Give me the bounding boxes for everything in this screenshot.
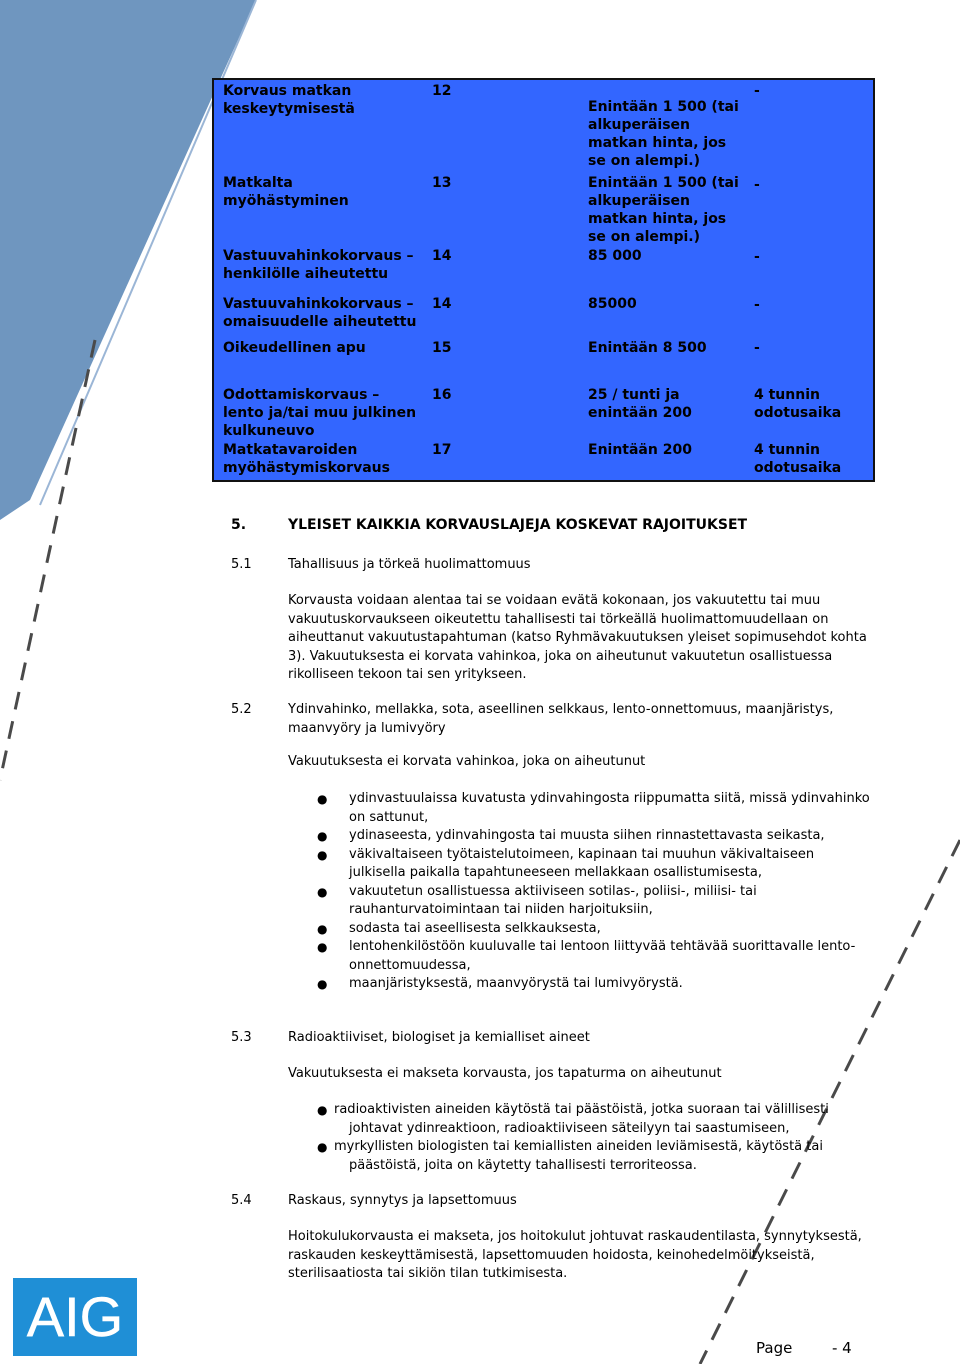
list-item: rauhanturvatoimintaan tai niiden harjoituksiin,	[349, 902, 653, 917]
list-item: on sattunut,	[349, 809, 429, 825]
paragraph-line: Hoitokulukorvausta ei makseta, jos hoitokulut johtuvat raskaudentilasta, synnytyksestä,	[288, 1229, 862, 1244]
table-row-amount: 25 / tunti ja enintään 200	[588, 387, 692, 421]
table-row-extra: 4 tunnin odotusaika	[754, 442, 842, 476]
bullet-dot: ●	[317, 847, 328, 862]
logo-text: AIG	[26, 1288, 124, 1346]
compensation-table	[212, 78, 875, 482]
subsection-title: maanvyöry ja lumivyöry	[288, 720, 446, 736]
subsection-title: Ydinvahinko, mellakka, sota, aseellinen selkkaus, lento-onnettomuus, maanjäristys,	[288, 702, 834, 717]
bullet-dot: ●	[317, 921, 328, 936]
page-label: Page	[756, 1339, 793, 1357]
paragraph-line: vakuutuskorvaukseen oikeutettu tahallisesti tai törkeällä huolimattomuudellaan on	[288, 611, 829, 627]
table-row-label: Matkalta myöhästyminen	[223, 175, 349, 209]
bullet-dot: ●	[317, 977, 328, 991]
table-row-number: 14	[432, 248, 452, 264]
list-item: myrkyllisten biologisten tai kemiallisten aineiden leviämisestä, käytöstä tai	[334, 1139, 823, 1154]
subsection-number: 5.3	[231, 1030, 252, 1045]
table-row-label: Odottamiskorvaus – lento ja/tai muu julkinen kulkuneuvo	[223, 387, 417, 439]
section-title: YLEISET KAIKKIA KORVAUSLAJEJA KOSKEVAT RAJOITUKSET	[288, 517, 748, 533]
bullet-dot: ●	[317, 940, 328, 954]
subsection-title: Tahallisuus ja törkeä huolimattomuus	[288, 557, 531, 572]
table-row-number: 14	[432, 296, 452, 312]
page-number: - 4	[832, 1339, 852, 1357]
subsection-number: 5.4	[231, 1193, 252, 1208]
paragraph-line: Korvausta voidaan alentaa tai se voidaan evätä kokonaan, jos vakuutettu tai muu	[288, 593, 821, 608]
list-item: väkivaltaiseen työtaistelutoimeen, kapinaan tai muuhun väkivaltaiseen	[349, 846, 815, 862]
paragraph-line: aiheuttanut vakuutustapahtuman (katso Ryhmävakuutuksen yleiset sopimusehdot kohta	[288, 630, 867, 645]
bullet-dot: ●	[317, 884, 328, 899]
list-item: sodasta tai aseellisesta selkkauksesta,	[349, 920, 601, 936]
paragraph-line: rikolliseen tekoon tai sen yritykseen.	[288, 667, 527, 682]
list-item: lentohenkilöstöön kuuluvalle tai lentoon liittyvää tehtävää suorittavalle lento-	[349, 939, 856, 954]
list-item: johtavat ydinreaktioon, radioaktiiviseen säteilyyn tai saastumiseen,	[349, 1120, 790, 1136]
table-row-extra: -	[754, 177, 760, 193]
bullet-dot: ●	[317, 1140, 328, 1154]
paragraph-line: 3). Vakuutuksesta ei korvata vahinkoa, joka on aiheutunut vakuutetun osallistuessa	[288, 648, 833, 664]
bullet-dot: ●	[317, 829, 328, 843]
paragraph-line: Vakuutuksesta ei korvata vahinkoa, joka on aiheutunut	[288, 754, 646, 769]
list-item: vakuutetun osallistuessa aktiiviseen sotilas-, poliisi-, miliisi- tai	[349, 883, 757, 899]
table-row-number: 17	[432, 442, 452, 458]
table-row-extra: -	[754, 249, 760, 265]
subsection-number: 5.2	[231, 702, 252, 717]
list-item: ydinaseesta, ydinvahingosta tai muusta siihen rinnastettavasta seikasta,	[349, 828, 825, 843]
table-row-extra: -	[754, 297, 760, 313]
subsection-title: Raskaus, synnytys ja lapsettomuus	[288, 1193, 517, 1208]
section-number: 5.	[231, 517, 247, 533]
table-row-amount: Enintään 1 500 (tai alkuperäisen matkan hinta, jos se on alempi.)	[588, 175, 739, 245]
subsection-number: 5.1	[231, 557, 252, 572]
table-row-label: Vastuuvahinkokorvaus – henkilölle aiheutettu	[223, 248, 414, 282]
table-row-label: Oikeudellinen apu	[223, 340, 366, 356]
table-row-number: 12	[432, 83, 452, 99]
list-item: päästöistä, joita on käytetty tahallisesti terroriteossa.	[349, 1157, 697, 1173]
table-row-number: 13	[432, 175, 452, 191]
aig-logo-mark	[21, 1288, 129, 1346]
bullet-dot: ●	[317, 1103, 328, 1117]
subsection-title: Radioaktiiviset, biologiset ja kemialliset aineet	[288, 1030, 590, 1045]
paragraph-line: raskauden keskeyttämisestä, lapsettomuuden hoidosta, keinohedelmöitykseistä,	[288, 1247, 815, 1263]
table-row-amount: 85 000	[588, 248, 642, 264]
table-row-amount: Enintään 200	[588, 442, 692, 458]
paragraph-line: sterilisaatiosta tai sikiön tilan tutkimisesta.	[288, 1266, 568, 1281]
aig-logo	[13, 1278, 137, 1356]
table-row-number: 16	[432, 387, 452, 403]
list-item: onnettomuudessa,	[349, 957, 471, 973]
table-row-amount: Enintään 8 500	[588, 340, 707, 356]
bullet-dot: ●	[317, 792, 328, 806]
list-item: ydinvastuulaissa kuvatusta ydinvahingosta riippumatta siitä, missä ydinvahinko	[349, 791, 870, 806]
table-row-amount: 85000	[588, 296, 637, 312]
list-item: maanjäristyksestä, maanvyörystä tai lumivyörystä.	[349, 976, 683, 991]
table-row-extra: -	[754, 83, 760, 99]
table-row-number: 15	[432, 340, 452, 356]
table-row-extra: 4 tunnin odotusaika	[754, 387, 842, 421]
paragraph-line: Vakuutuksesta ei makseta korvausta, jos tapaturma on aiheutunut	[288, 1066, 722, 1081]
table-row-label: Matkatavaroiden myöhästymiskorvaus	[223, 442, 390, 476]
table-row-label: Korvaus matkan keskeytymisestä	[223, 83, 355, 117]
table-row-amount: Enintään 1 500 (tai alkuperäisen matkan hinta, jos se on alempi.)	[588, 99, 739, 169]
table-row-label: Vastuuvahinkokorvaus – omaisuudelle aiheutettu	[223, 296, 417, 330]
list-item: radioaktivisten aineiden käytöstä tai päästöistä, jotka suoraan tai välillisesti	[334, 1102, 829, 1117]
table-row-extra: -	[754, 340, 760, 356]
list-item: julkisella paikalla tapahtuneeseen mellakkaan osallistumisesta,	[349, 865, 762, 880]
